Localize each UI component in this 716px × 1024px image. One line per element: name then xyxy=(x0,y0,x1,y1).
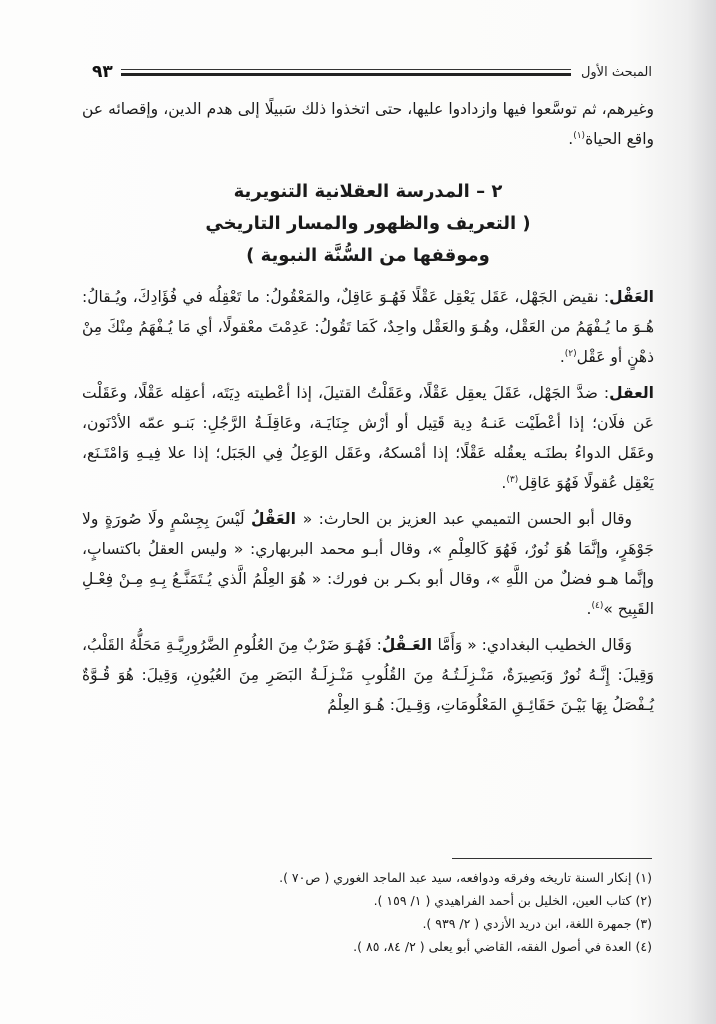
page-number: ٩٣ xyxy=(92,62,113,82)
section-heading xyxy=(82,176,654,272)
footnote-ref-4[interactable]: (٤) xyxy=(591,600,604,611)
footnote-ref-1[interactable]: (١) xyxy=(573,130,586,141)
intro-paragraph xyxy=(82,94,654,154)
quote-paragraph-2 xyxy=(82,630,654,720)
footnote-text: كتاب العين، الخليل بن أحمد الفراهيدي ( ١/ ١٥٩ ). xyxy=(373,893,632,908)
running-head: المبحث الأول xyxy=(580,64,652,80)
paragraph-end: . xyxy=(501,474,507,492)
footnote-ref-2[interactable]: (٢) xyxy=(564,348,577,359)
paragraph-end: . xyxy=(586,600,592,618)
paragraph-text: : ضدَّ الجَهْل، عَقَلَ يعقِل عَقْلًا، وعَقَلْتُ القتيلَ، إذا أعْطيته دِيَتَه، أعقِله عَقْلًا، وعَقَلْت عَن فلَان؛ إذا أعْطَيْت عَنـهُ دِية قَتِيل أو أرْش جِنَايَـة، وعَاقِلَـةُ الرَّجُلِ: بَنـو عمّه الأدْنَون، وعَقَل الدواءُ بطنَـه يعقُله عَقْلًا؛ إذا أمْسكهُ، وعَقَل الوَعِلُ فِي الجَبَل؛ إذا علا فِيـهِ وَامْتَـنَع، يَعْقِل عُقولًا فَهُوَ عَاقِل xyxy=(82,384,654,492)
page-body xyxy=(82,94,654,726)
page-header xyxy=(92,60,652,84)
footnote-text: جمهرة اللغة، ابن دريد الأزدي ( ٢/ ٩٣٩ ). xyxy=(422,916,632,931)
intro-end: . xyxy=(568,130,574,148)
defined-term: العَقْل xyxy=(609,288,654,306)
footnote-separator xyxy=(452,858,652,859)
quoted-term: العَقْلُ xyxy=(251,510,303,528)
paragraph-lead: وَقَال الخطيب البغدادي: « وَأَمَّا xyxy=(437,636,633,654)
paragraph-end: . xyxy=(559,348,565,366)
footnote-text: إنكار السنة تاريخه وفرقه ودوافعه، سيد عبد الماجد الغوري ( ص٧٠ ). xyxy=(279,870,632,885)
footnotes xyxy=(120,866,652,958)
quote-paragraph-1 xyxy=(82,504,654,624)
header-rule xyxy=(121,69,571,76)
paragraph-text: : فَهُـوَ ضَرْبٌ مِنَ العُلُومِ الضَّرُورِيَّـةِ مَحَلُّهُ القَلْبُ، وَقِيلَ: إِنَّـهُ نُورٌ وَبَصِيرَةٌ، مَنْـزِلَـتُـهُ مِنَ القُلُوبِ مَنْـزِلَـةُ البَصَرِ مِنَ العُيُونِ، وَقِيلَ: هُوَ قُـوَّةٌ يُـفْصَلُ بِهَا بَيْـنَ حَقَائِـقِ المَعْلُومَاتِ، وَقِـيلَ: هُـوَ العِلْمُ xyxy=(82,636,654,714)
footnote-number: (١) xyxy=(635,870,652,885)
paragraph-text: لَيْسَ بِجِسْمٍ ولَا صُورَةٍ ولا جَوْهَرٍ، وإنَّمَا هُوَ نُورٌ، فَهُوَ كَالعِلْمِ »، وقال أبـو محمد البربهاري: « وليس العقلُ باكتسابٍ، وإنَّما هـو فضلٌ من اللَّهِ »، وقال أبو بكـر بن فورك: « هُوَ العِلْمُ الَّذي يُـتَمَنَّـعُ بِـهِ مِـنْ فِعْـلِ القَبِيح » xyxy=(82,510,654,618)
footnote-4 xyxy=(120,935,652,958)
defined-term: العقل xyxy=(609,384,654,402)
footnote-number: (٤) xyxy=(635,939,652,954)
footnote-number: (٣) xyxy=(635,916,652,931)
definition-paragraph-1 xyxy=(82,282,654,372)
footnote-3 xyxy=(120,912,652,935)
footnote-ref-3[interactable]: (٣) xyxy=(506,474,519,485)
footnote-number: (٢) xyxy=(635,893,652,908)
intro-text: وغيرهم، ثم توسَّعوا فيها وازدادوا عليها، حتى اتخذوا ذلك سَبيلًا إلى هدم الدين، وإقصائه عن واقع الحياة xyxy=(82,100,654,148)
section-heading-subtitle-2: وموقفها من السُّنَّة النبوية ) xyxy=(246,245,490,266)
paragraph-text: : نقيض الجَهْل، عَقَل يَعْقِل عَقْلًا فَهُـوَ عَاقِلٌ، والمَعْقُولُ: ما تَعْقِلُه في فُؤَادِكَ، ويُـقالُ: هُـوَ ما يُـفْهَمُ من العَقْل، وهُـوَ والعَقْل واحِدٌ، كَمَا تَقُولُ: عَدِمْتَ معْقولًا، أي مَا يُـفْهَمُ مِنْكَ مِنْ ذهْنٍ أو عَقْل xyxy=(82,288,654,366)
section-heading-title: ٢ – المدرسة العقلانية التنويرية xyxy=(233,181,503,202)
definition-paragraph-2 xyxy=(82,378,654,498)
footnote-2 xyxy=(120,889,652,912)
footnote-text: العدة في أصول الفقه، القاضي أبو يعلى ( ٢/ ٨٤، ٨٥ ). xyxy=(353,939,632,954)
footnote-1 xyxy=(120,866,652,889)
paragraph-lead: وقال أبو الحسن التميمي عبد العزيز بن الحارث: « xyxy=(302,510,633,528)
quoted-term: العَـقْلُ xyxy=(381,636,438,654)
section-heading-subtitle-1: ( التعريف والظهور والمسار التاريخي xyxy=(205,213,531,234)
